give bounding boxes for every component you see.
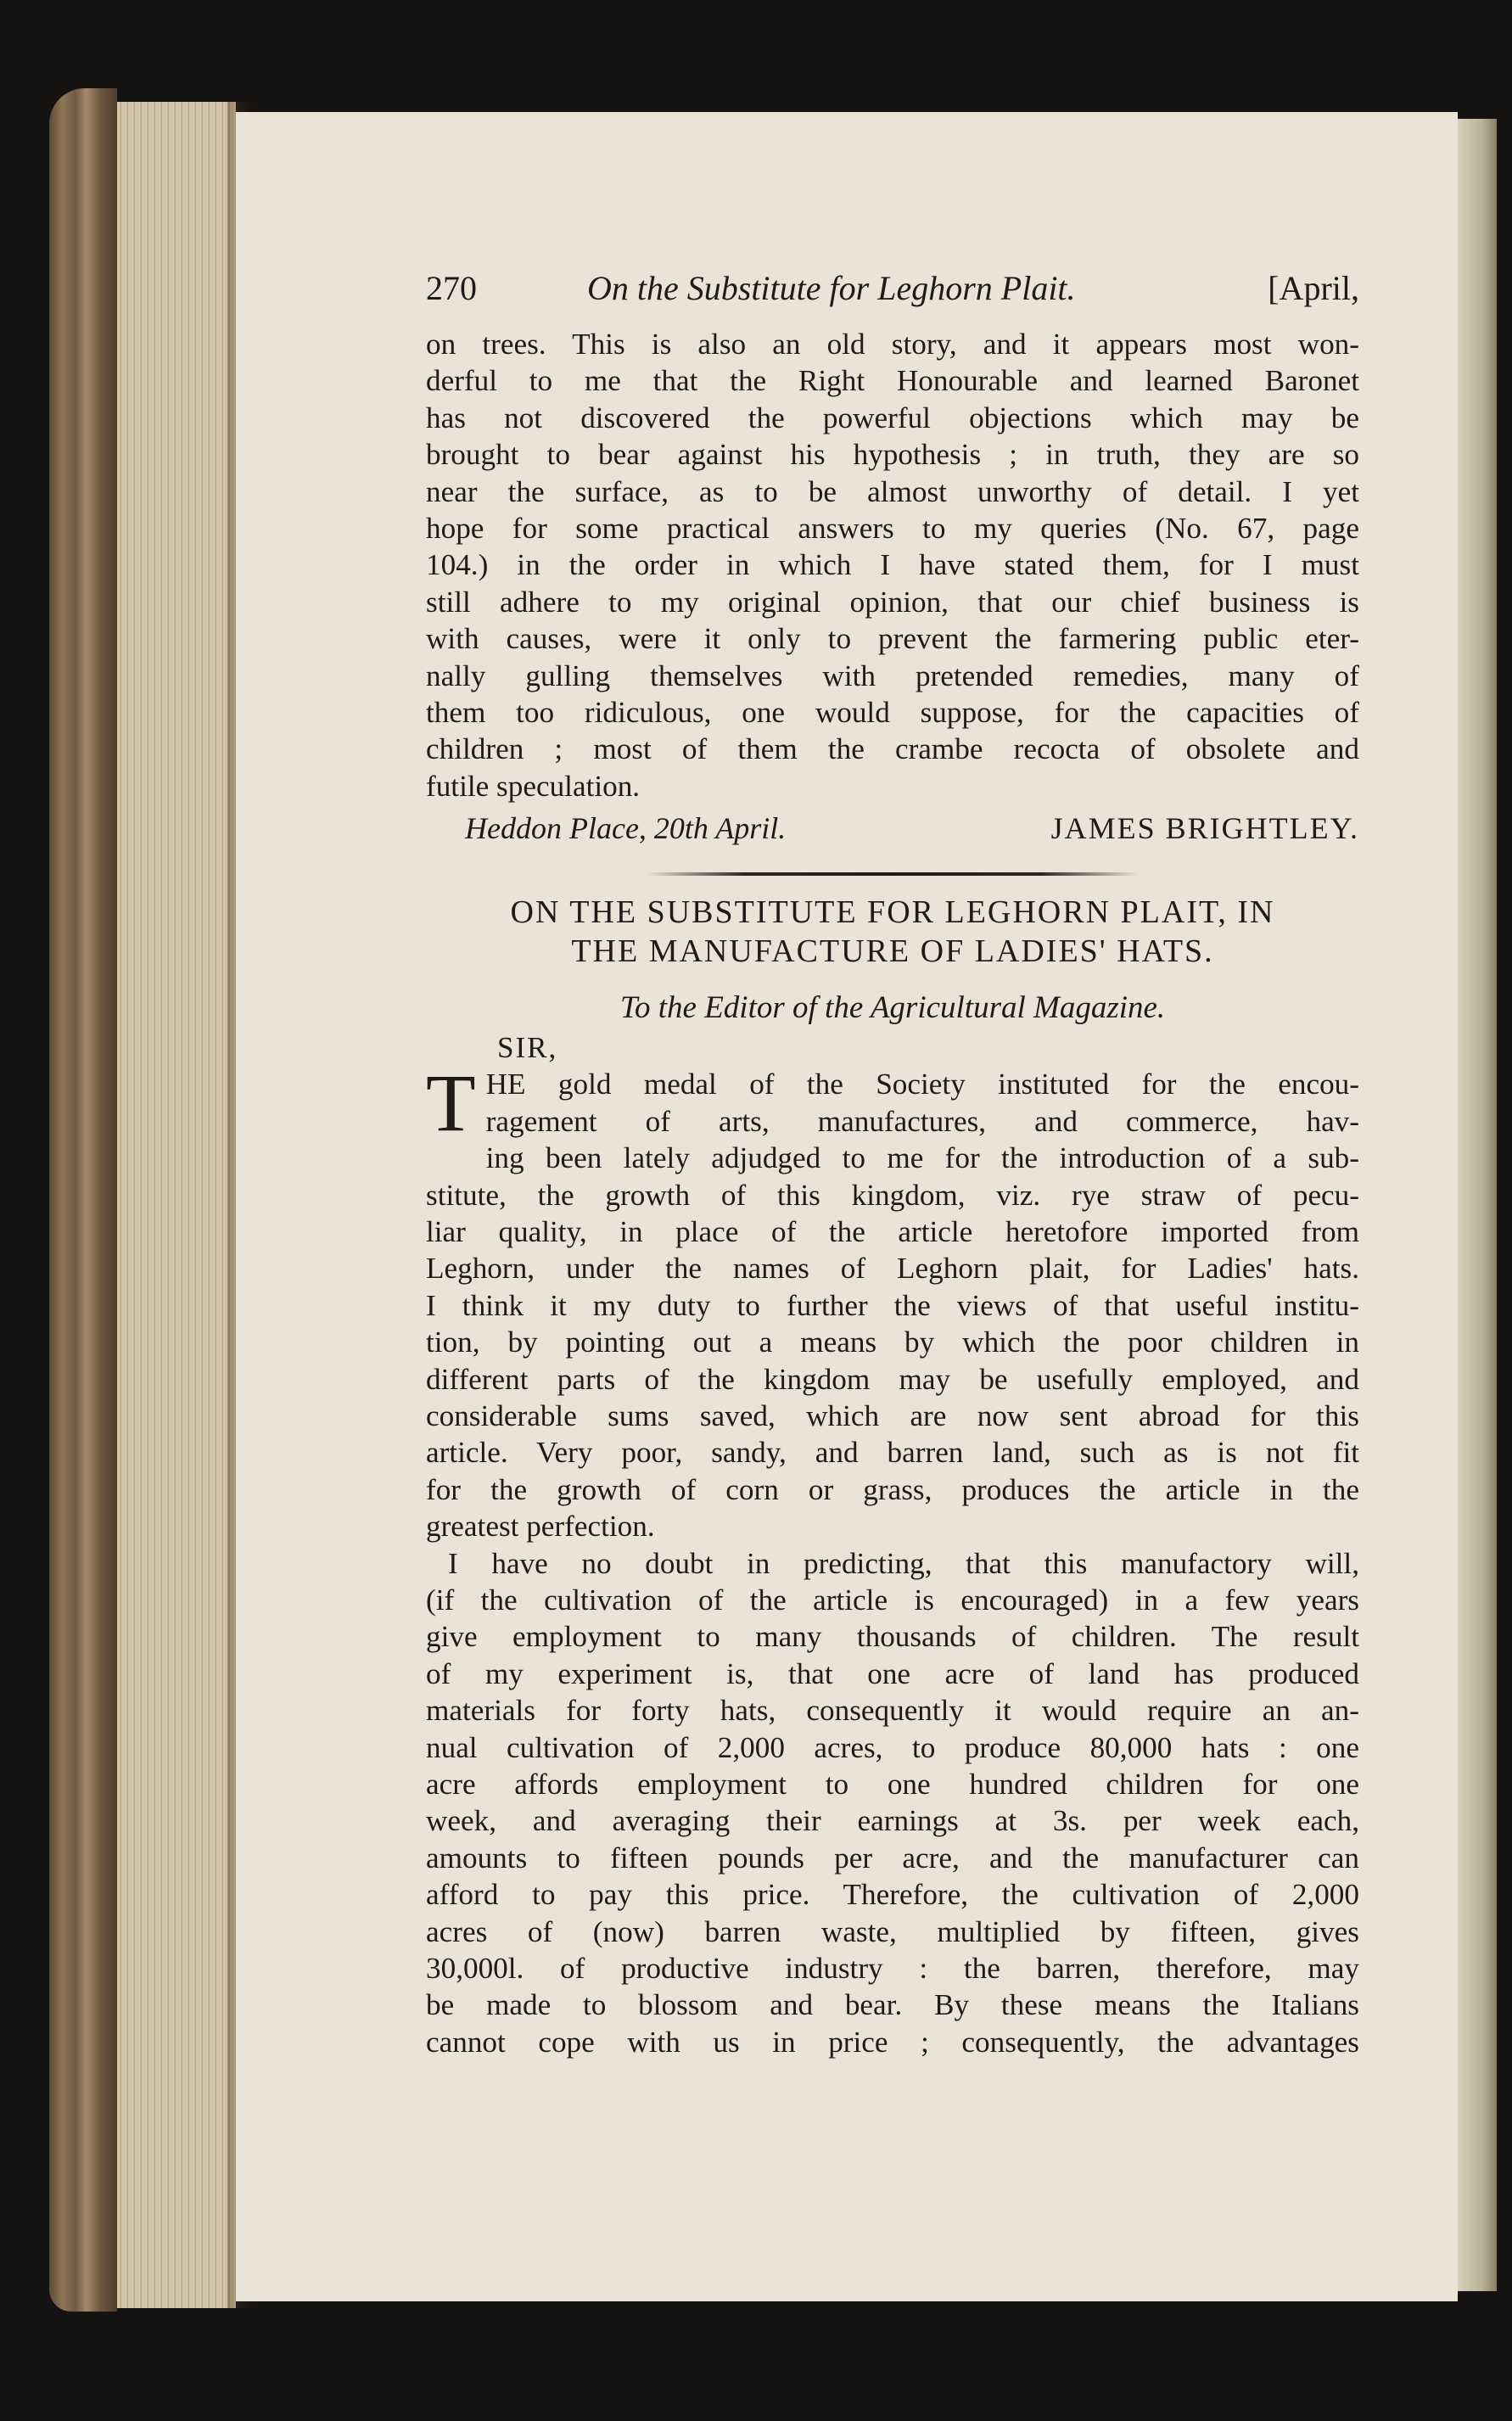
text-line: near the surface, as to be almost unworthy of detail. I yet [426,474,1359,508]
text-line: on trees. This is also an old story, and it appears most won- [426,328,1359,361]
article-paragraph-1 [426,1057,1359,1544]
text-line: hope for some practical answers to my queries (No. 67, page [426,512,1359,546]
text-line: amounts to fifteen pounds per acre, and the manufacturer can [426,1841,1359,1875]
text-line: children ; most of them the crambe recocta of obsolete and [426,732,1359,766]
article-heading [426,893,1359,971]
text-line: afford to pay this price. Therefore, the cultivation of 2,000 [426,1878,1359,1912]
text-line: acres of (now) barren waste, multiplied by fifteen, gives [426,1914,1359,1948]
article-paragraph-2 [426,1545,1359,2061]
text-line: 104.) in the order in which I have stated them, for I must [426,548,1359,582]
letter-continuation [426,326,1359,804]
editor-address: To the Editor of the Agricultural Magazine. [619,990,1166,1026]
running-title: On the Substitute for Leghorn Plait. [587,269,1076,307]
text-line: derful to me that the Right Honourable and learned Baronet [426,364,1359,398]
text-line: different parts of the kingdom may be usefully employed, and [426,1362,1359,1396]
page-edges [117,102,236,2308]
text-line: nual cultivation of 2,000 acres, to produce 80,000 hats : one [426,1730,1359,1764]
text-line: ing been lately adjudged to me for the introduction of a sub- [485,1141,1359,1175]
text-line: for the growth of corn or grass, produces the article in the [426,1472,1359,1506]
text-line: has not discovered the powerful objections which may be [426,401,1359,434]
text-line: futile speculation. [426,769,641,803]
section-divider [647,872,1139,876]
book-binding [49,88,117,2312]
header-month: [April, [1268,269,1359,307]
running-header [426,263,1359,314]
drop-cap: T [426,1057,476,1149]
letter-signature [426,808,1359,849]
text-line: them too ridiculous, one would suppose, for the capacities of [426,696,1359,730]
text-line: give employment to many thousands of children. The result [426,1620,1359,1654]
text-line: tion, by pointing out a means by which the poor children in [426,1325,1359,1359]
text-line: 30,000l. of productive industry : the barren, therefore, may [426,1952,1359,1986]
signature-name: JAMES BRIGHTLEY. [1050,811,1359,846]
text-line: materials for forty hats, consequently it would require an an- [426,1694,1359,1728]
text-line: week, and averaging their earnings at 3s. per week each, [426,1804,1359,1838]
text-line: Leghorn, under the names of Leghorn plait, for Ladies' hats. [426,1252,1359,1286]
text-line: I think it my duty to further the views of that useful institu- [426,1288,1359,1322]
text-line: liar quality, in place of the article heretofore imported from [426,1214,1359,1248]
text-line: stitute, the growth of this kingdom, viz. rye straw of pecu- [426,1178,1359,1212]
text-line: still adhere to my original opinion, that our chief business is [426,585,1359,619]
signature-place-date: Heddon Place, 20th April. [465,811,787,846]
text-line: acre affords employment to one hundred children for one [426,1768,1359,1801]
text-line: of my experiment is, that one acre of land has produced [426,1656,1359,1690]
text-line: nally gulling themselves with pretended remedies, many of [426,658,1359,692]
page-text [426,263,1359,2060]
text-line: (if the cultivation of the article is encouraged) in a few years [426,1583,1359,1617]
text-line: brought to bear against his hypothesis ; in truth, they are so [426,438,1359,472]
text-line: article. Very poor, sandy, and barren land, such as is not fit [426,1436,1359,1470]
text-line: with causes, were it only to prevent the farmering public eter- [426,622,1359,656]
text-line: greatest perfection. [426,1510,655,1544]
text-line: considerable sums saved, which are now sent abroad for this [426,1398,1359,1432]
text-line: I have no doubt in predicting, that this manufactory will, [448,1546,1359,1580]
text-line: HE gold medal of the Society instituted for the encou- [485,1068,1359,1101]
text-line: ragement of arts, manufactures, and commerce, hav- [485,1104,1359,1138]
right-page-edge [1458,119,1497,2291]
heading-line: THE MANUFACTURE OF LADIES' HATS. [571,933,1214,970]
page-number: 270 [426,269,477,307]
heading-line: ON THE SUBSTITUTE FOR LEGHORN PLAIT, IN [510,894,1275,931]
text-line: be made to blossom and bear. By these means the Italians [426,1988,1359,2022]
salutation: SIR, [497,1031,558,1065]
text-line: cannot cope with us in price ; consequently, the advantages [426,2025,1359,2059]
